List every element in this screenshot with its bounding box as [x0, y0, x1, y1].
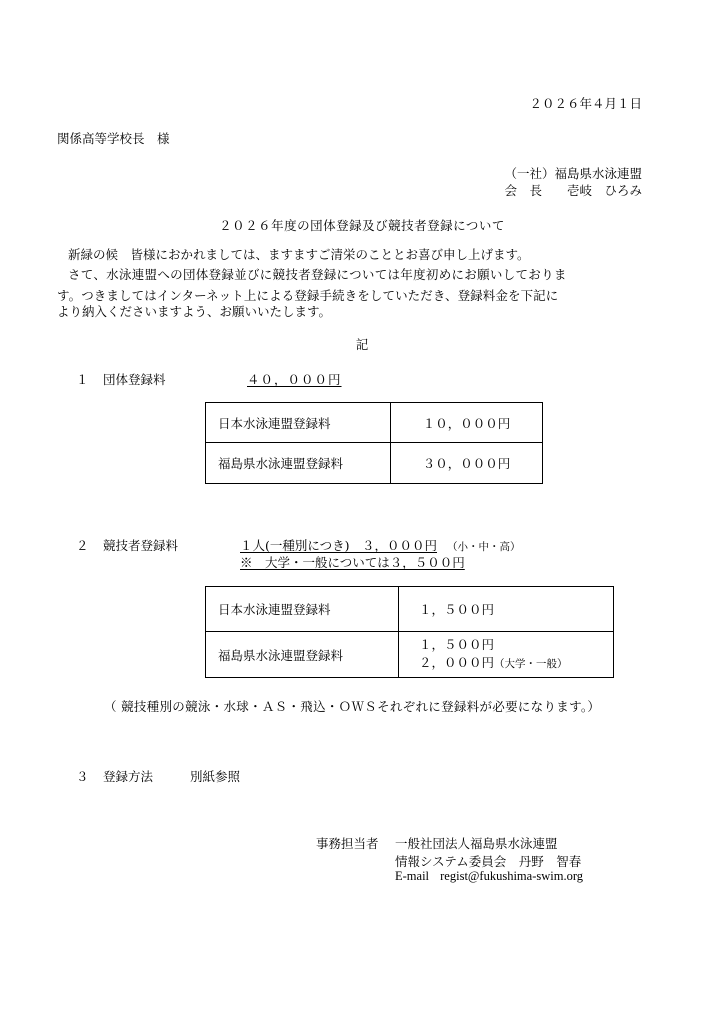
table-row	[206, 632, 614, 678]
contact-label: 事務担当者	[316, 836, 379, 851]
fee-amount-2-note: （大学・一般）	[494, 658, 568, 670]
addressee: 関係高等学校長 様	[57, 131, 170, 146]
item2-note: ※ 大学・一般については３，５００円	[240, 555, 465, 570]
item1-amount: ４０，０００円	[247, 372, 342, 387]
item1-number: １	[76, 372, 89, 387]
letter-date: ２０２６年４月１日	[529, 96, 642, 111]
fee-amount-cell	[399, 632, 614, 678]
fee-amount: １０，０００円	[391, 403, 543, 443]
item2-fee-table	[205, 586, 614, 678]
fee-name: 福島県水泳連盟登録料	[206, 632, 399, 678]
fee-name: 日本水泳連盟登録料	[206, 403, 391, 443]
body-line-3: す。つきましてはインターネット上による登録手続きをしていただき、登録料金を下記に	[57, 288, 559, 303]
contact-email-line	[395, 869, 583, 884]
item2-amount-line	[240, 536, 521, 554]
letter-subject: ２０２６年度の団体登録及び競技者登録について	[219, 218, 505, 233]
sender-org: （一社）福島県水泳連盟	[504, 166, 642, 181]
contact-person: 情報システム委員会 丹野 智春	[395, 854, 582, 869]
fee-amount: ３０，０００円	[391, 443, 543, 484]
email-address: regist@fukushima-swim.org	[440, 869, 584, 883]
item2-label: 競技者登録料	[103, 538, 179, 553]
ki-heading: 記	[355, 337, 369, 352]
fee-amount-2-line	[419, 654, 601, 673]
fee-name: 福島県水泳連盟登録料	[206, 443, 391, 484]
body-line-1: 新緑の候 皆様におかれましては、ますますご清栄のこととお喜び申し上げます。	[68, 247, 530, 262]
contact-org: 一般社団法人福島県水泳連盟	[395, 836, 558, 851]
item2-remark: （ 競技種別の競泳・水球・ＡＳ・飛込・ＯＷＳそれぞれに登録料が必要になります。）	[104, 699, 601, 714]
table-row	[206, 587, 614, 632]
sender-title: 会 長 壱岐 ひろみ	[504, 183, 642, 198]
item1-fee-table	[205, 402, 543, 484]
item2-number: ２	[76, 538, 89, 553]
table-row	[206, 403, 543, 443]
fee-name: 日本水泳連盟登録料	[206, 587, 399, 632]
body-line-2: さて、水泳連盟への団体登録並びに競技者登録については年度初めにお願いしておりま	[68, 267, 567, 282]
table-row	[206, 443, 543, 484]
item2-amount: １人(一種別につき) ３，０００円	[240, 538, 438, 553]
item3-value: 別紙参照	[190, 769, 241, 784]
fee-amount: １，５００円	[419, 637, 495, 652]
item3-label: 登録方法	[103, 769, 154, 784]
fee-amount: １，５００円	[399, 587, 614, 632]
fee-amount-2: ２，０００円	[419, 655, 495, 670]
item3-number: ３	[76, 769, 89, 784]
item2-amount-note: （小・中・高）	[447, 541, 521, 553]
body-line-4: より納入くださいますよう、お願いいたします。	[57, 304, 332, 319]
email-label: E-mail	[395, 869, 430, 883]
item1-label: 団体登録料	[103, 372, 166, 387]
